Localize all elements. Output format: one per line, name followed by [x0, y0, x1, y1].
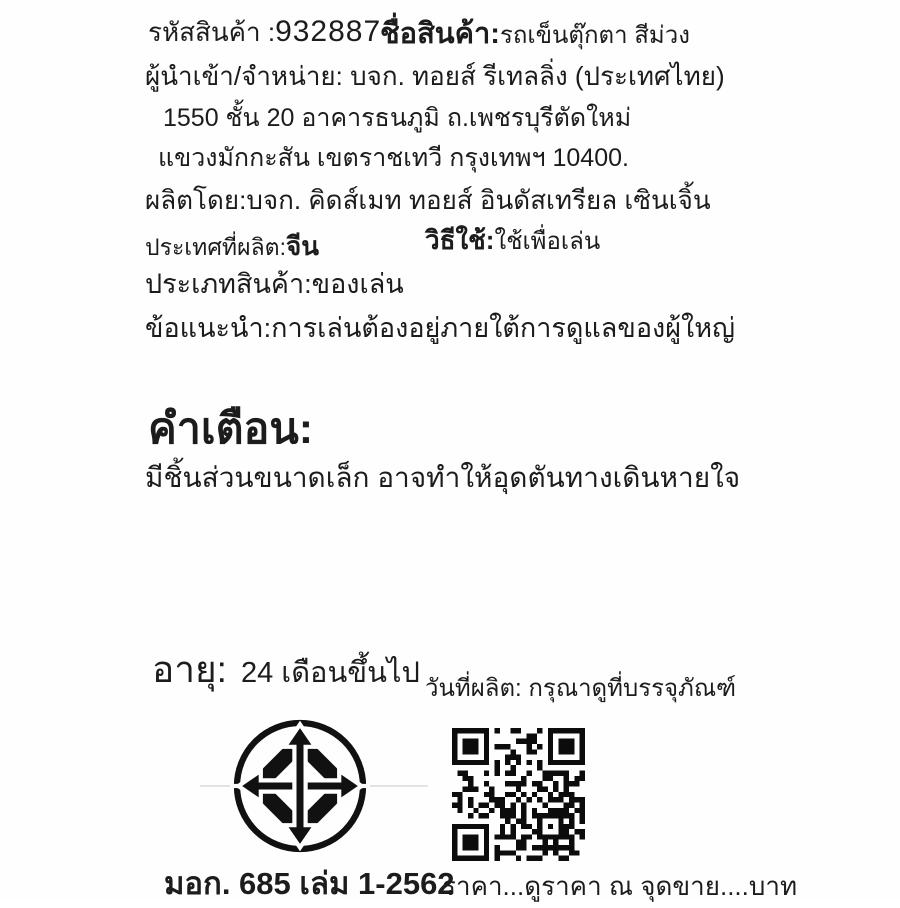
product-name-row [380, 10, 690, 56]
advice-row [145, 306, 735, 349]
warning-text: มีชิ้นส่วนขนาดเล็ก อาจทำให้อุดตันทางเดินหายใจ [145, 462, 741, 493]
usage-label: วิธีใช้: [425, 225, 495, 255]
usage-value: ใช้เพื่อเล่น [494, 228, 601, 255]
address-line-1: 1550 ชั้น 20 อาคารธนภูมิ ถ.เพชรบุรีตัดใหม่ [163, 104, 632, 132]
product-code-row [148, 12, 381, 53]
age-row [152, 640, 420, 699]
product-name-value: รถเข็นตุ๊กตา สีม่วง [499, 22, 690, 49]
country-value: จีน [286, 231, 320, 261]
age-label: อายุ: [152, 649, 227, 690]
age-value: 24 เดือนขึ้นไป [240, 657, 420, 689]
manufacture-date-line: วันที่ผลิต: กรุณาดูที่บรรจุภัณฑ์ [425, 675, 737, 702]
product-code-value: 932887 [275, 15, 382, 48]
country-row [145, 226, 319, 267]
importer-line: ผู้นำเข้า/จำหน่าย: บจก. ทอยส์ รีเทลลิ่ง (ประเทศไทย) [145, 61, 725, 91]
category-line: ประเภทสินค้า:ของเล่น [145, 269, 404, 299]
product-code-label: รหัสสินค้า : [148, 17, 276, 47]
manufacturer-line: ผลิตโดย:บจก. คิดส์เมท ทอยส์ อินดัสเทรียล เซินเจิ้น [145, 185, 711, 215]
usage-row [425, 220, 600, 261]
tis-certification-mark-icon [230, 715, 370, 857]
qr-code [452, 728, 585, 861]
advice-label: ข้อแนะนำ: [145, 313, 272, 343]
address-line-2: แขวงมักกะสัน เขตราชเทวี กรุงเทพฯ 10400. [158, 144, 629, 172]
warning-title: คำเตือน: [148, 405, 314, 453]
country-label: ประเทศที่ผลิต: [145, 234, 286, 260]
price-line: ราคา...ดูราคา ณ จุดขาย....บาท [442, 871, 798, 901]
product-name-label: ชื่อสินค้า: [380, 18, 500, 50]
tis-standard-line: มอก. 685 เล่ม 1-2562 [164, 866, 455, 901]
advice-text: การเล่นต้องอยู่ภายใต้การดูแลของผู้ใหญ่ [271, 313, 736, 343]
